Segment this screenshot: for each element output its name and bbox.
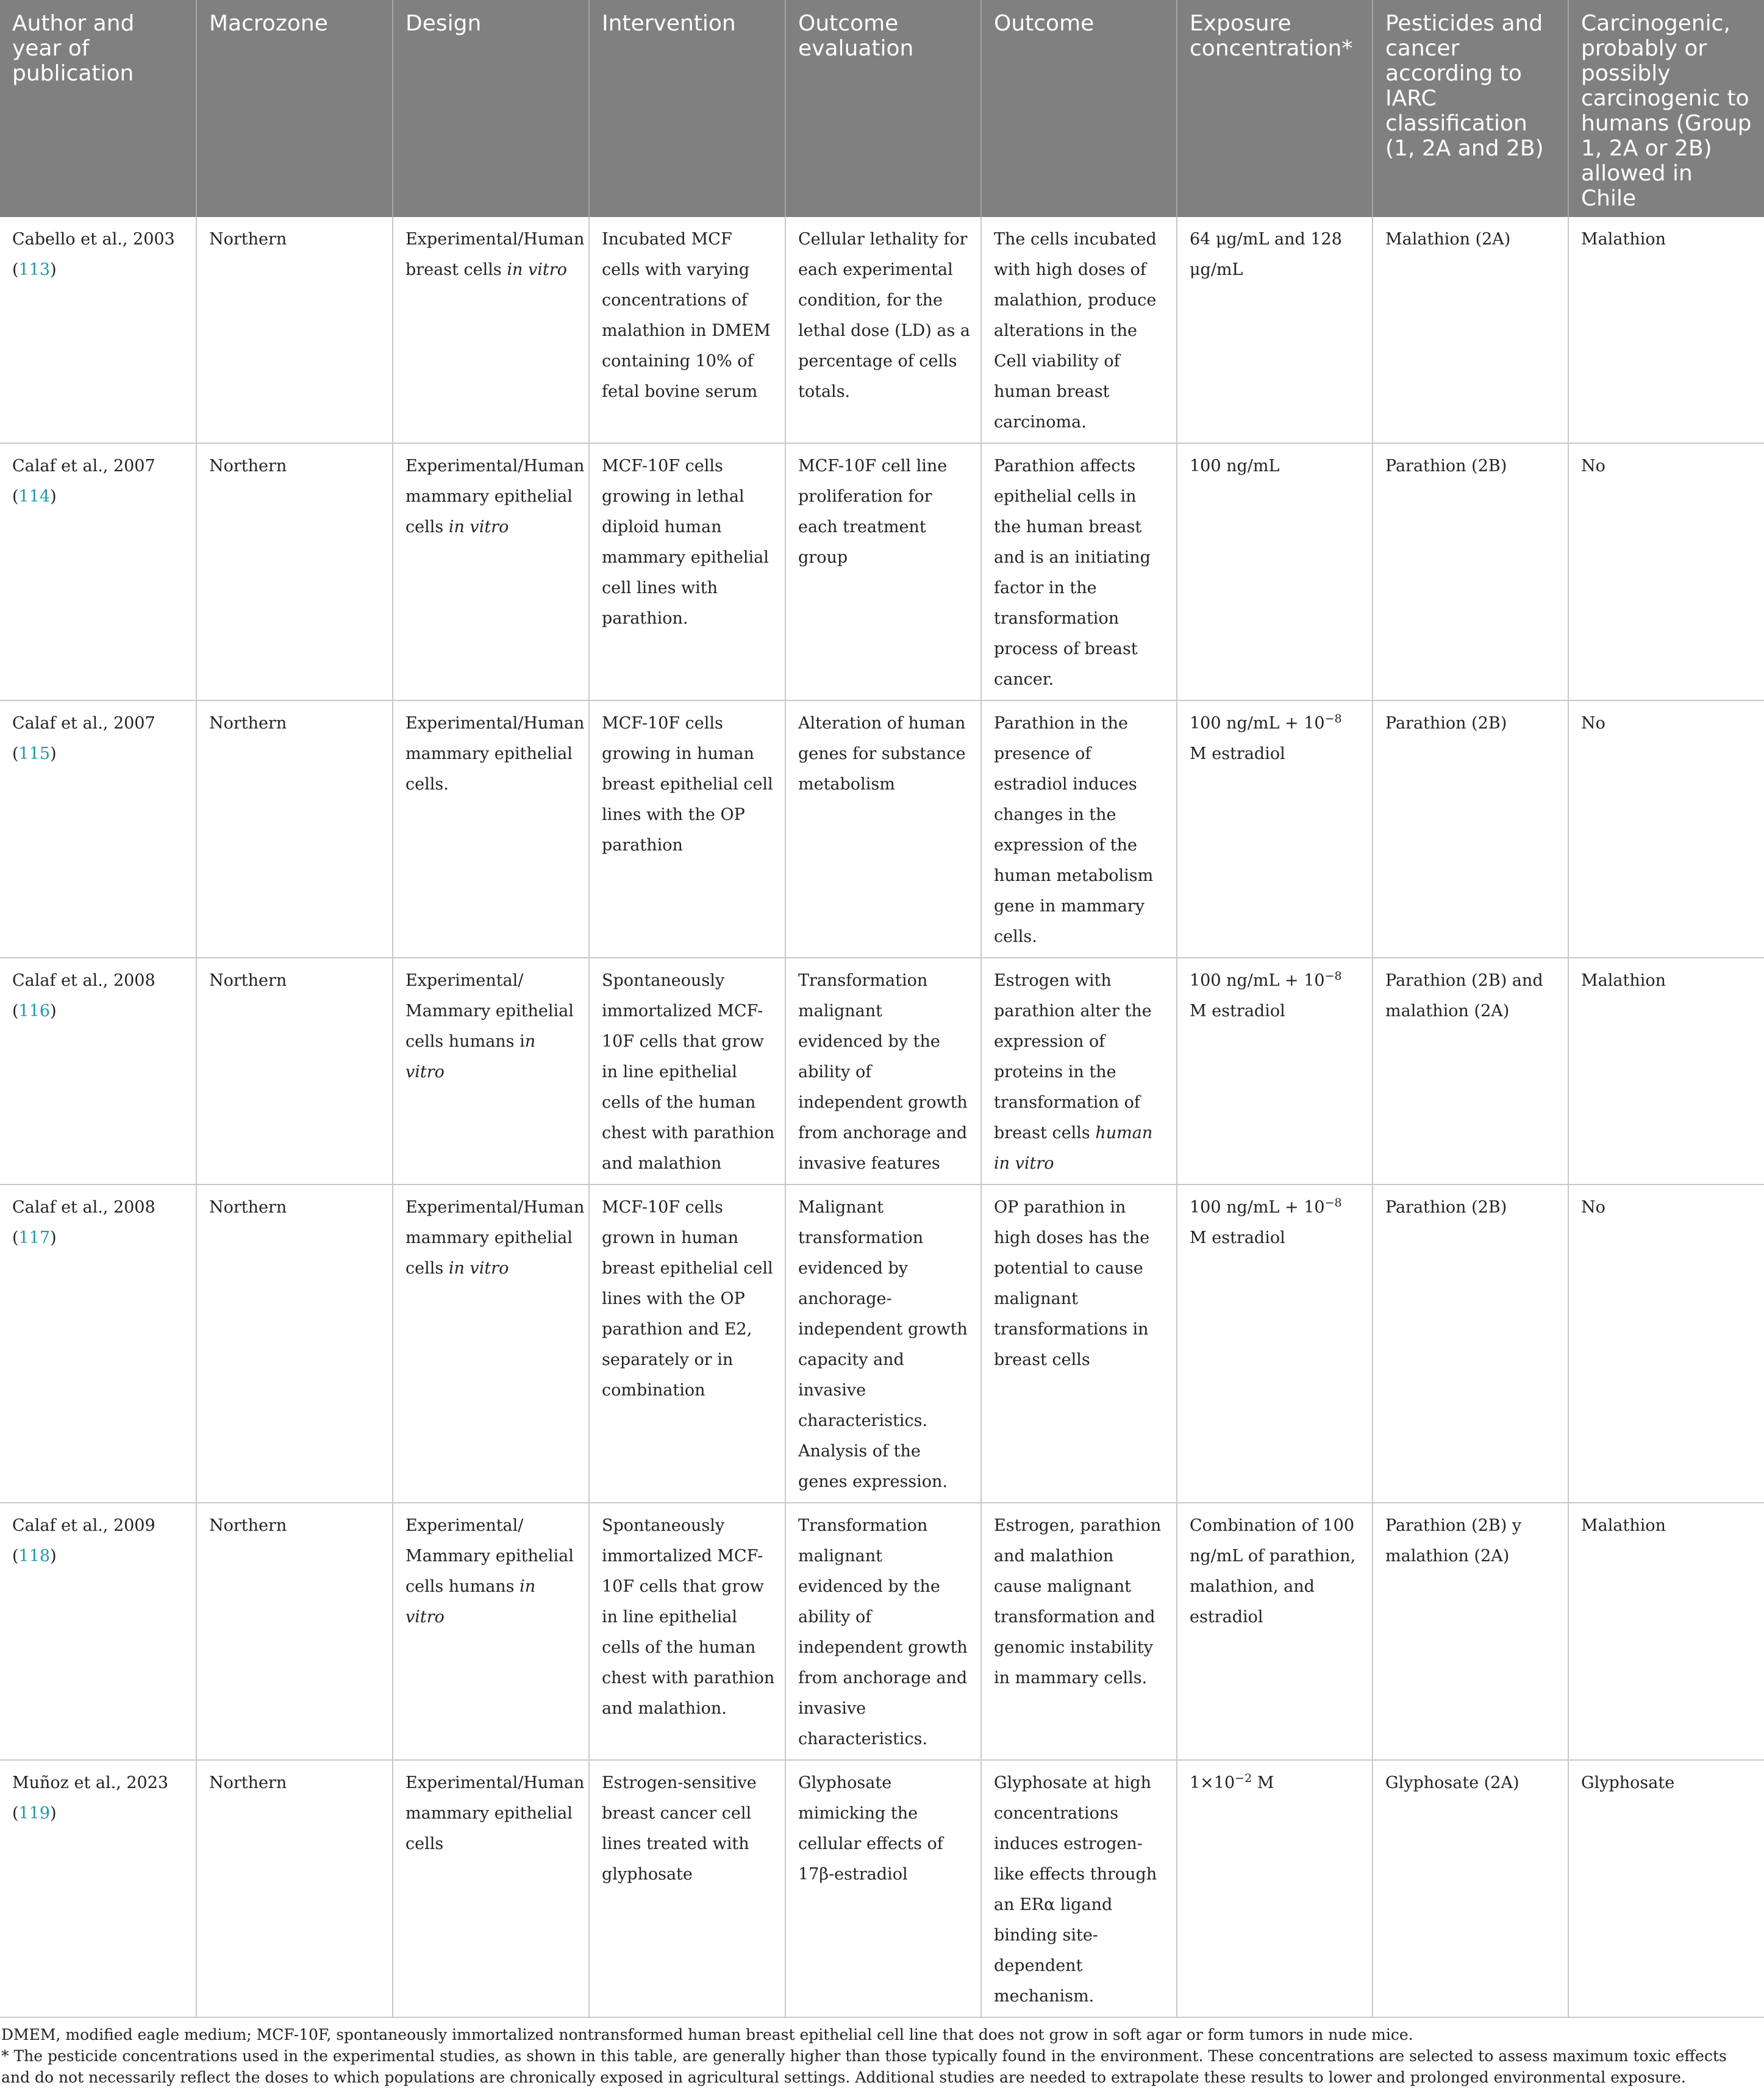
cell-exposure: 64 μg/mL and 128 μg/mL xyxy=(1177,217,1373,443)
exposure-unit: M estradiol xyxy=(1190,1228,1285,1247)
cell-intervention: MCF-10F cells grown in human breast epithelial cell lines with the OP parathion and E2, separately or in combination xyxy=(589,1185,785,1503)
cell-outcome-evaluation: Glyphosate mimicking the cellular effects of 17β-estradiol xyxy=(785,1760,981,2017)
cell-outcome-evaluation: Malignant transformation evidenced by anchorage-independent growth capacity and invasive characteristics. Analysis of the genes expression. xyxy=(785,1185,981,1503)
design-italic: in vitro xyxy=(448,518,509,536)
cell-chile: No xyxy=(1568,443,1764,700)
header-iarc: Pesticides and cancer according to IARC classification (1, 2A and 2B) xyxy=(1373,0,1568,217)
cell-author: Muñoz et al., 2023 (119) xyxy=(0,1760,196,2017)
exposure-unit: M estradiol xyxy=(1190,1002,1285,1021)
cell-outcome xyxy=(981,958,1177,1185)
cell-outcome-evaluation: Transformation malignant evidenced by the ability of independent growth from anchorage and invasive characteristics. xyxy=(785,1503,981,1760)
cell-author: Calaf et al., 2009 (118) xyxy=(0,1503,196,1760)
reference-link[interactable]: 118 xyxy=(18,1547,51,1566)
cell-macrozone: Northern xyxy=(196,958,393,1185)
header-design: Design xyxy=(393,0,589,217)
outcome-italic: human in vitro xyxy=(994,1124,1153,1173)
table-row xyxy=(0,1503,1764,1760)
cell-macrozone: Northern xyxy=(196,1503,393,1760)
design-text: Experimental/ Mammary epithelial cells humans xyxy=(405,1516,574,1596)
design-text: Experimental/Human mammary epithelial cells xyxy=(405,457,585,536)
cell-outcome: The cells incubated with high doses of malathion, produce alterations in the Cell viability of human breast carcinoma. xyxy=(981,217,1177,443)
cell-intervention: Spontaneously immortalized MCF-10F cells that grow in line epithelial cells of the human chest with parathion and malathion. xyxy=(589,1503,785,1760)
reference-link[interactable]: 115 xyxy=(18,744,51,763)
header-intervention: Intervention xyxy=(589,0,785,217)
exposure-exponent: −2 xyxy=(1235,1772,1252,1785)
header-row xyxy=(0,0,1764,217)
header-author: Author and year of publication xyxy=(0,0,196,217)
cell-author: Calaf et al., 2007 (115) xyxy=(0,700,196,958)
reference-link[interactable]: 117 xyxy=(18,1228,51,1247)
cell-chile: Malathion xyxy=(1568,958,1764,1185)
author-text: Calaf et al., 2009 xyxy=(12,1516,155,1535)
cell-author: Calaf et al., 2007 (114) xyxy=(0,443,196,700)
exposure-text: 100 ng/mL + 10 xyxy=(1190,714,1325,733)
header-exposure: Exposure concentration* xyxy=(1177,0,1373,217)
table-row xyxy=(0,700,1764,958)
exposure-unit: M xyxy=(1252,1773,1274,1792)
cell-exposure: 100 ng/mL xyxy=(1177,443,1373,700)
author-text: Cabello et al., 2003 xyxy=(12,230,175,249)
exposure-text: 100 ng/mL + 10 xyxy=(1190,1198,1325,1217)
exposure-text: 1×10 xyxy=(1190,1773,1235,1792)
cell-macrozone: Northern xyxy=(196,1760,393,2017)
cell-design xyxy=(393,1503,589,1760)
table-footnotes xyxy=(0,2018,1757,2088)
cell-chile: Glyphosate xyxy=(1568,1760,1764,2017)
cell-iarc: Parathion (2B) xyxy=(1373,443,1568,700)
reference-link[interactable]: 114 xyxy=(18,487,51,506)
table-row xyxy=(0,1185,1764,1503)
exposure-text: 100 ng/mL + 10 xyxy=(1190,971,1325,990)
footnote-concentrations: * The pesticide concentrations used in the experimental studies, as shown in this table, are generally higher than those typically found in the environment. These concentrations are selected to assess maximum toxic effects and do not necessarily reflect the doses to which populations are chronically exposed in agricultural settings. Additional studies are needed to extrapolate these results to lower and prolonged environmental exposure. xyxy=(1,2047,1727,2086)
author-text: Calaf et al., 2008 xyxy=(12,1198,155,1217)
design-italic: n vitro xyxy=(405,1032,536,1081)
reference-link[interactable]: 119 xyxy=(18,1804,51,1823)
table-row xyxy=(0,217,1764,443)
cell-intervention: MCF-10F cells growing in lethal diploid human mammary epithelial cell lines with parathion. xyxy=(589,443,785,700)
cell-intervention: Estrogen-sensitive breast cancer cell lines treated with glyphosate xyxy=(589,1760,785,2017)
cell-design xyxy=(393,958,589,1185)
table-row xyxy=(0,958,1764,1185)
cell-intervention: Incubated MCF cells with varying concentrations of malathion in DMEM containing 10% of fetal bovine serum xyxy=(589,217,785,443)
author-text: Calaf et al., 2008 xyxy=(12,971,155,990)
cell-exposure xyxy=(1177,700,1373,958)
author-text: Calaf et al., 2007 xyxy=(12,714,155,733)
cell-chile: No xyxy=(1568,1185,1764,1503)
design-italic: in vitro xyxy=(448,1259,509,1278)
cell-macrozone: Northern xyxy=(196,217,393,443)
cell-design: Experimental/Human mammary epithelial cells. xyxy=(393,700,589,958)
cell-intervention: MCF-10F cells growing in human breast epithelial cell lines with the OP parathion xyxy=(589,700,785,958)
reference-link[interactable]: 116 xyxy=(18,1002,51,1021)
design-text: Experimental/ Mammary epithelial cells humans i xyxy=(405,971,574,1051)
cell-author: Calaf et al., 2008 (117) xyxy=(0,1185,196,1503)
cell-exposure xyxy=(1177,958,1373,1185)
outcome-text: Estrogen with parathion alter the expression of proteins in the transformation of breast cells xyxy=(994,971,1152,1142)
cell-design xyxy=(393,1185,589,1503)
cell-outcome: OP parathion in high doses has the potential to cause malignant transformations in breast cells xyxy=(981,1185,1177,1503)
header-outcome: Outcome xyxy=(981,0,1177,217)
cell-outcome-evaluation: Transformation malignant evidenced by the ability of independent growth from anchorage and invasive features xyxy=(785,958,981,1185)
cell-exposure xyxy=(1177,1760,1373,2017)
author-text: Calaf et al., 2007 xyxy=(12,457,155,476)
reference-link[interactable]: 113 xyxy=(18,260,51,279)
cell-exposure: Combination of 100 ng/mL of parathion, malathion, and estradiol xyxy=(1177,1503,1373,1760)
cell-macrozone: Northern xyxy=(196,443,393,700)
cell-iarc: Parathion (2B) xyxy=(1373,700,1568,958)
exposure-unit: M estradiol xyxy=(1190,744,1285,763)
exposure-exponent: −8 xyxy=(1324,969,1342,983)
cell-outcome: Parathion in the presence of estradiol induces changes in the expression of the human metabolism gene in mammary cells. xyxy=(981,700,1177,958)
cell-macrozone: Northern xyxy=(196,1185,393,1503)
design-text: Experimental/Human breast cells xyxy=(405,230,585,279)
cell-intervention: Spontaneously immortalized MCF-10F cells that grow in line epithelial cells of the human chest with parathion and malathion xyxy=(589,958,785,1185)
cell-iarc: Parathion (2B) xyxy=(1373,1185,1568,1503)
cell-iarc: Glyphosate (2A) xyxy=(1373,1760,1568,2017)
author-text: Muñoz et al., 2023 xyxy=(12,1773,169,1792)
exposure-exponent: −8 xyxy=(1324,712,1342,725)
cell-iarc: Malathion (2A) xyxy=(1373,217,1568,443)
cell-iarc: Parathion (2B) y malathion (2A) xyxy=(1373,1503,1568,1760)
cell-macrozone: Northern xyxy=(196,700,393,958)
design-text: Experimental/Human mammary epithelial cells xyxy=(405,1198,585,1278)
cell-outcome-evaluation: Cellular lethality for each experimental condition, for the lethal dose (LD) as a percentage of cells totals. xyxy=(785,217,981,443)
header-macrozone: Macrozone xyxy=(196,0,393,217)
cell-author: Calaf et al., 2008 (116) xyxy=(0,958,196,1185)
cell-outcome: Parathion affects epithelial cells in the human breast and is an initiating factor in the transformation process of breast cancer. xyxy=(981,443,1177,700)
cell-outcome-evaluation: Alteration of human genes for substance metabolism xyxy=(785,700,981,958)
cell-exposure xyxy=(1177,1185,1373,1503)
cell-design xyxy=(393,217,589,443)
header-chile: Carcinogenic, probably or possibly carcinogenic to humans (Group 1, 2A or 2B) allowed in Chile xyxy=(1568,0,1764,217)
cell-outcome: Estrogen, parathion and malathion cause malignant transformation and genomic instability in mammary cells. xyxy=(981,1503,1177,1760)
footnote-abbreviations: DMEM, modified eagle medium; MCF-10F, spontaneously immortalized nontransformed human breast epithelial cell line that does not grow in soft agar or form tumors in nude mice. xyxy=(1,2026,1413,2043)
cell-design: Experimental/Human mammary epithelial cells xyxy=(393,1760,589,2017)
cell-chile: Malathion xyxy=(1568,1503,1764,1760)
cell-design xyxy=(393,443,589,700)
header-outcome-evaluation: Outcome evaluation xyxy=(785,0,981,217)
cell-chile: No xyxy=(1568,700,1764,958)
design-italic: in vitro xyxy=(405,1577,536,1627)
design-italic: in vitro xyxy=(507,260,567,279)
cell-author: Cabello et al., 2003 (113) xyxy=(0,217,196,443)
cell-chile: Malathion xyxy=(1568,217,1764,443)
cell-outcome: Glyphosate at high concentrations induces estrogen-like effects through an ERα ligand binding site-dependent mechanism. xyxy=(981,1760,1177,2017)
table-row xyxy=(0,1760,1764,2017)
exposure-exponent: −8 xyxy=(1324,1196,1342,1210)
cell-iarc: Parathion (2B) and malathion (2A) xyxy=(1373,958,1568,1185)
table-row xyxy=(0,443,1764,700)
cell-outcome-evaluation: MCF-10F cell line proliferation for each treatment group xyxy=(785,443,981,700)
